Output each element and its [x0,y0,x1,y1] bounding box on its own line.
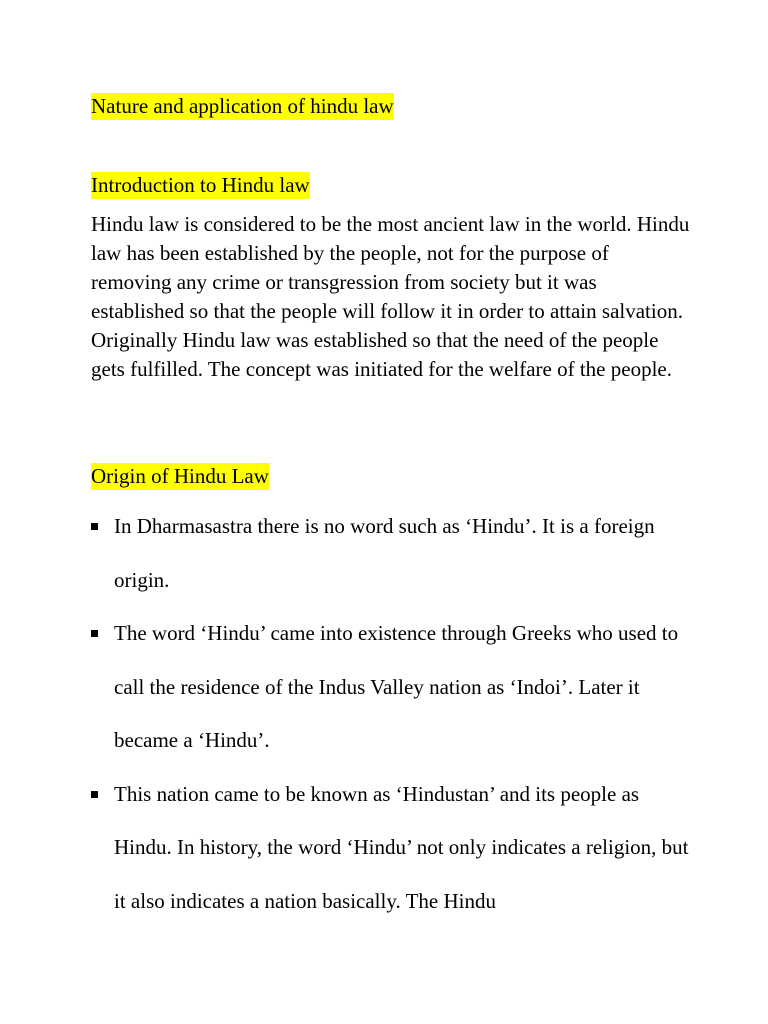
square-bullet-icon [91,523,98,530]
section-heading-introduction-text: Introduction to Hindu law [91,173,310,197]
section-heading-introduction [91,172,310,198]
document-title-text: Nature and application of hindu law [91,94,394,118]
introduction-paragraph: Hindu law is considered to be the most ancient law in the world. Hindu law has been established by the people, not for the purpose of removing any crime or transgression from society but it was established so that the people will follow it in order to attain salvation. Originally Hindu law was established so that the need of the people gets fulfilled. The concept was initiated for the welfare of the people. [91,212,690,381]
section-heading-origin [91,463,269,489]
square-bullet-icon [91,630,98,637]
list-item-text: The word ‘Hindu’ came into existence through Greeks who used to call the residence of the Indus Valley nation as ‘Indoi’. Later it became a ‘Hindu’. [114,621,679,752]
list-item [91,607,691,768]
document-title [91,93,394,119]
list-item-text: In Dharmasastra there is no word such as ‘Hindu’. It is a foreign origin. [114,514,655,592]
origin-bullet-list [91,500,691,928]
square-bullet-icon [91,791,98,798]
list-item-text: This nation came to be known as ‘Hindustan’ and its people as Hindu. In history, the word ‘Hindu’ not only indicates a religion, but it also indicates a nation basically. The Hindu [114,781,689,913]
list-item [91,500,691,607]
list-item [91,768,691,929]
section-heading-origin-text: Origin of Hindu Law [91,464,269,488]
